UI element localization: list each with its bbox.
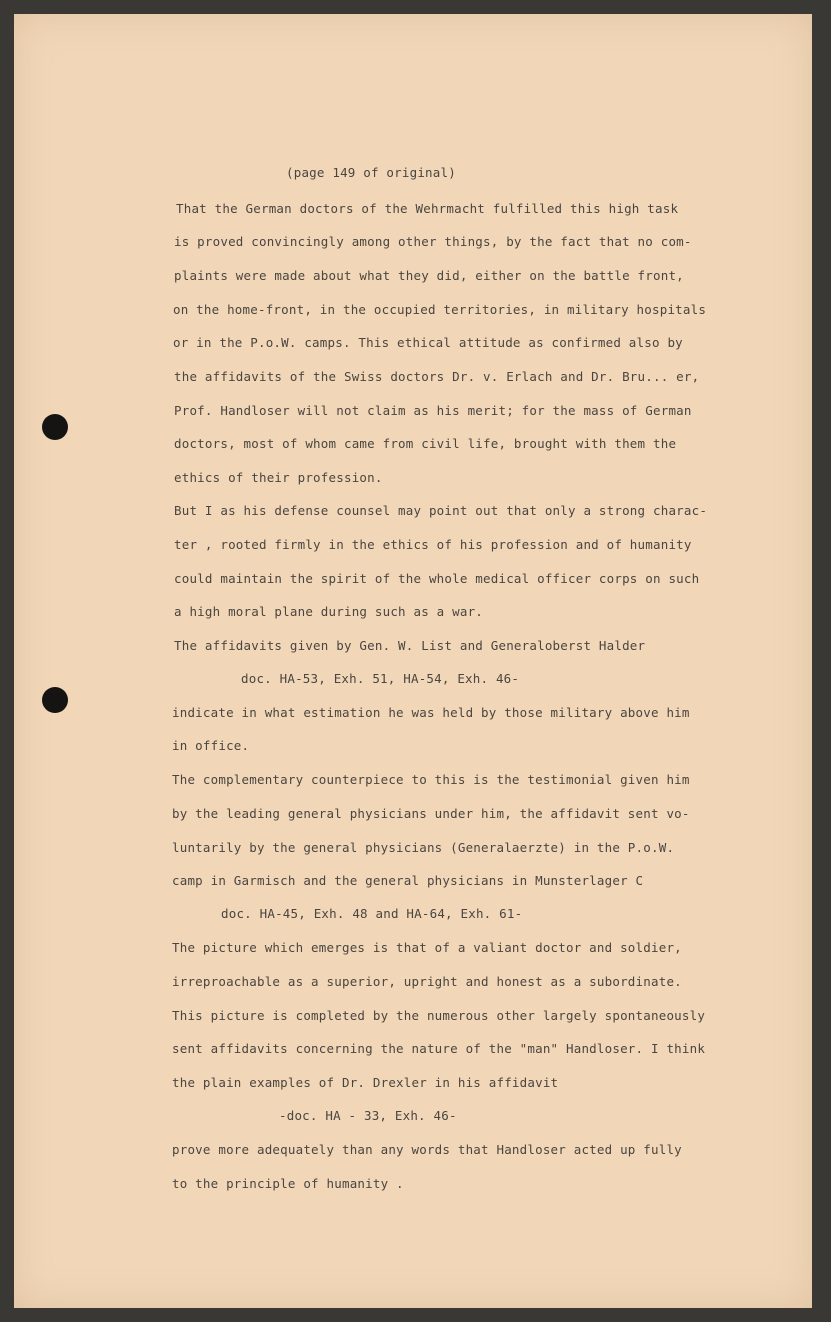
text-line: This picture is completed by the numerous other largely spontaneously	[172, 1008, 706, 1023]
text-line: to the principle of humanity .	[172, 1176, 404, 1191]
text-line: ter , rooted firmly in the ethics of his profession and of humanity	[174, 537, 692, 552]
text-line: the affidavits of the Swiss doctors Dr. v. Erlach and Dr. Bru... er,	[174, 369, 700, 384]
text-line: or in the P.o.W. camps. This ethical attitude as confirmed also by	[173, 335, 683, 350]
citation-line: doc. HA-53, Exh. 51, HA-54, Exh. 46-	[241, 671, 520, 686]
text-line: a high moral plane during such as a war.	[174, 604, 484, 619]
text-line: could maintain the spirit of the whole medical officer corps on such	[174, 571, 700, 586]
text-line: camp in Garmisch and the general physicians in Munsterlager C	[172, 873, 644, 888]
text-line: indicate in what estimation he was held by those military above him	[172, 705, 690, 720]
punch-hole-lower	[42, 687, 68, 713]
page-header: (page 149 of original)	[286, 165, 456, 180]
text-line: doctors, most of whom came from civil life, brought with them the	[174, 436, 677, 451]
text-line: luntarily by the general physicians (Generalaerzte) in the P.o.W.	[172, 840, 675, 855]
citation-line: doc. HA-45, Exh. 48 and HA-64, Exh. 61-	[221, 906, 523, 921]
text-line: That the German doctors of the Wehrmacht fulfilled this high task	[176, 201, 679, 216]
text-line: prove more adequately than any words that Handloser acted up fully	[172, 1142, 682, 1157]
text-line: The affidavits given by Gen. W. List and Generaloberst Halder	[174, 638, 646, 653]
text-line: sent affidavits concerning the nature of the "man" Handloser. I think	[172, 1041, 706, 1056]
document-page	[14, 14, 812, 1308]
text-line: by the leading general physicians under him, the affidavit sent vo-	[172, 806, 690, 821]
text-line: The picture which emerges is that of a valiant doctor and soldier,	[172, 940, 682, 955]
text-line: is proved convincingly among other things, by the fact that no com-	[174, 234, 692, 249]
text-line: ethics of their profession.	[174, 470, 383, 485]
text-line: The complementary counterpiece to this is the testimonial given him	[172, 772, 690, 787]
text-line: the plain examples of Dr. Drexler in his affidavit	[172, 1075, 559, 1090]
text-line: plaints were made about what they did, either on the battle front,	[174, 268, 684, 283]
text-line: on the home-front, in the occupied territories, in military hospitals	[173, 302, 707, 317]
citation-line: -doc. HA - 33, Exh. 46-	[279, 1108, 457, 1123]
text-line: in office.	[172, 738, 250, 753]
text-line: Prof. Handloser will not claim as his merit; for the mass of German	[174, 403, 692, 418]
text-line: But I as his defense counsel may point out that only a strong charac-	[174, 503, 708, 518]
text-line: irreproachable as a superior, upright and honest as a subordinate.	[172, 974, 682, 989]
punch-hole-upper	[42, 414, 68, 440]
